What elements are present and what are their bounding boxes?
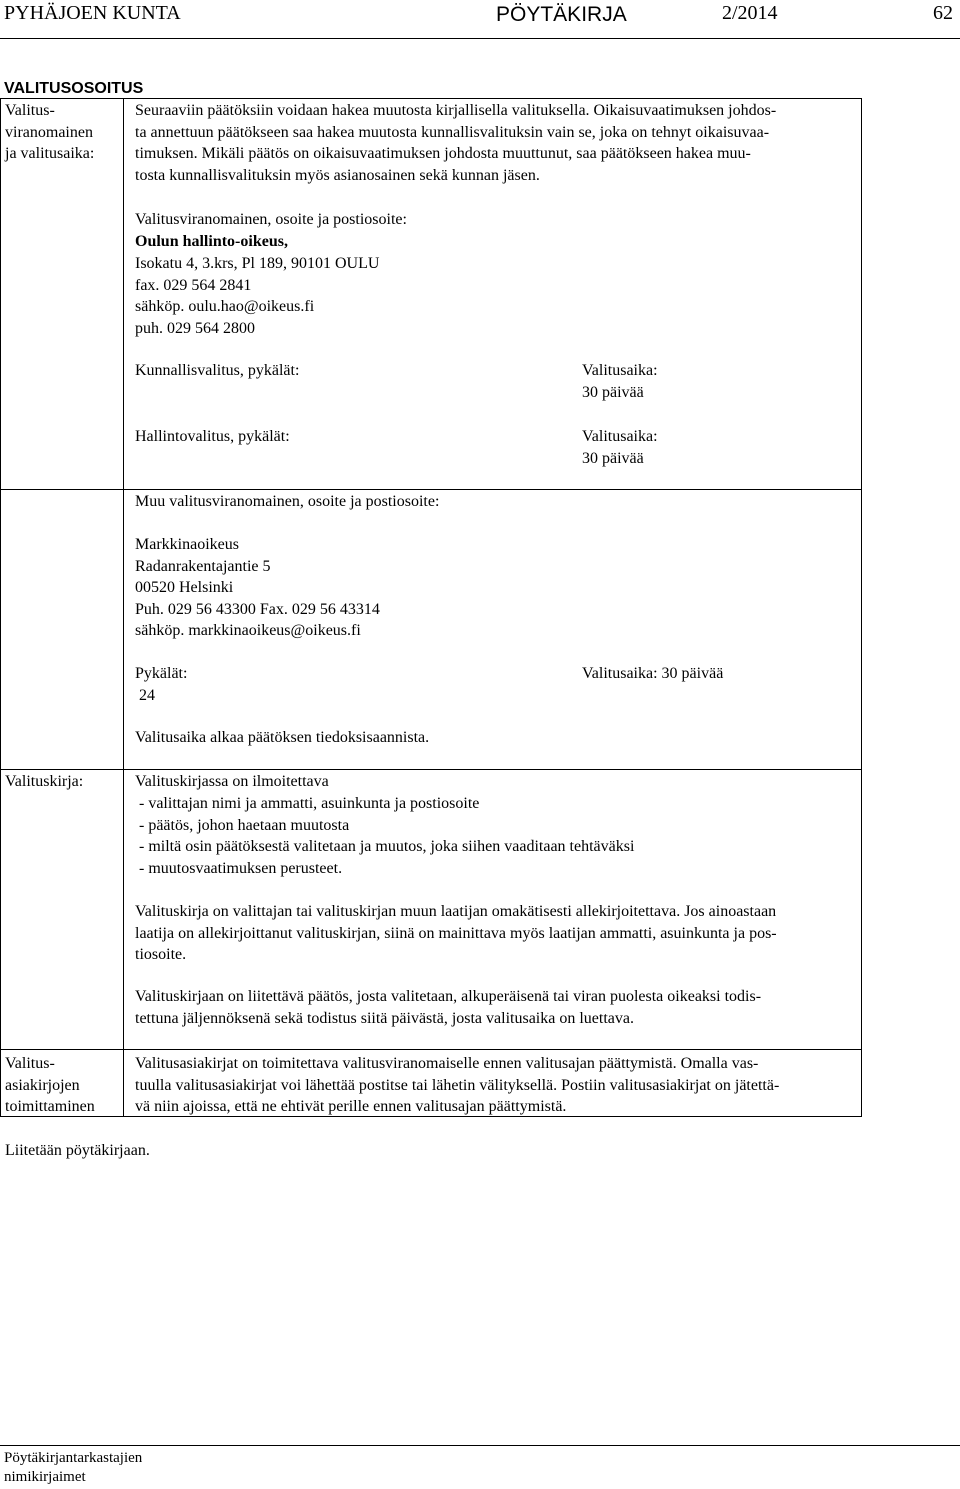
list-item: - muutosvaatimuksen perusteet. <box>139 859 343 877</box>
row-divider-1 <box>0 489 862 490</box>
page-title: VALITUSOSOITUS <box>4 80 144 97</box>
page-number: 62 <box>933 2 953 24</box>
authority-name: Oulun hallinto-oikeus, <box>135 233 288 250</box>
appeal-intro-paragraph: Seuraaviin päätöksiin voidaan hakea muutosta kirjallisella valituksella. Oikaisuvaatimuksen johdos- ta annettuun päätökseen saa hakea muutosta kunnallisvalituksin vain se, joka on tehnyt oikaisuvaa- timuksen. Mikäli päätös on oikaisuvaatimuksen johdosta muuttunut, saa päätökseen hakea muu- tosta kunnallisvalituksin myös asianosainen sekä kunnan jäsen. <box>135 102 777 184</box>
list-item: - päätös, johon haetaan muutosta <box>139 816 350 834</box>
appeal-letter-heading: Valituskirjassa on ilmoitettava <box>135 773 329 790</box>
footer-label: Pöytäkirjantarkastajien nimikirjaimet <box>4 1450 143 1485</box>
hallintovalitus-label: Hallintovalitus, pykälät: <box>135 428 290 445</box>
footer-rule <box>0 1445 960 1446</box>
header-rule <box>0 38 960 39</box>
sections-label: Pykälät: <box>135 665 188 682</box>
delivery-paragraph: Valitusasiakirjat on toimitettava valitusviranomaiselle ennen valitusajan päättymistä. Omalla vas- tuulla valitusasiakirjat voi lähettää postitse tai lähetin välityksellä. Postiin valitusasiakirjat on jätettä- vä niin ajoissa, että ne ehtivät perille ennen valitusajan päättymistä. <box>135 1055 780 1115</box>
issue-number: 2/2014 <box>722 2 778 24</box>
attachments-paragraph: Valituskirjaan on liitettävä päätös, josta valitetaan, alkuperäisenä tai viran puolesta oikeaksi todis- tettuna jäljennöksenä sekä todistus siitä päivästä, josta valitusaika on luettava. <box>135 988 762 1027</box>
section3-label: Valituskirja: <box>5 773 84 790</box>
authority-contact: Isokatu 4, 3.krs, Pl 189, 90101 OULU fax. 029 564 2841 sähköp. oulu.hao@oikeus.fi puh. 029 564 2800 <box>135 255 380 337</box>
market-court-contact: Markkinaoikeus Radanrakentajantie 5 00520 Helsinki Puh. 029 56 43300 Fax. 029 56 43314 sähköp. markkinaoikeus@oikeus.fi <box>135 536 380 639</box>
hallintovalitus-time: 30 päivää <box>582 450 644 467</box>
list-item: - valittajan nimi ja ammatti, asuinkunta ja postiosoite <box>139 795 480 812</box>
row-divider-3 <box>0 1049 862 1050</box>
table-top-border <box>0 98 862 99</box>
row-divider-2 <box>0 769 862 770</box>
section1-label: Valitus- viranomainen ja valitusaika: <box>5 102 95 162</box>
table-left-border <box>0 98 1 1117</box>
attachment-note: Liitetään pöytäkirjaan. <box>5 1142 150 1159</box>
signature-paragraph: Valituskirja on valittajan tai valituskirjan muun laatijan omakätisesti allekirjoitettava. Jos ainoastaan laatija on allekirjoittanut valituskirjan, siinä on mainittava myös laatijan ammatti, asuinkunta ja pos- tiosoite. <box>135 903 777 963</box>
list-item: - miltä osin päätöksestä valitetaan ja muutos, joka siihen vaaditaan tehtäväksi <box>139 838 635 855</box>
kunnallisvalitus-time: 30 päivää <box>582 384 644 401</box>
column-divider <box>123 98 124 1117</box>
authority-heading: Valitusviranomainen, osoite ja postiosoite: <box>135 211 407 228</box>
table-right-border <box>861 98 862 1117</box>
hallintovalitus-time-label: Valitusaika: <box>582 428 658 445</box>
appeal-letter-items <box>139 793 634 879</box>
municipality-name: PYHÄJOEN KUNTA <box>4 2 181 24</box>
kunnallisvalitus-time-label: Valitusaika: <box>582 362 658 379</box>
market-court-appeal-time: Valitusaika: 30 päivää <box>582 665 724 682</box>
section4-label: Valitus- asiakirjojen toimittaminen <box>5 1055 95 1115</box>
other-authority-heading: Muu valitusviranomainen, osoite ja postiosoite: <box>135 493 440 510</box>
kunnallisvalitus-label: Kunnallisvalitus, pykälät: <box>135 362 300 379</box>
document-type: PÖYTÄKIRJA <box>496 3 627 26</box>
sections-value: 24 <box>139 687 155 704</box>
appeal-start-note: Valitusaika alkaa päätöksen tiedoksisaannista. <box>135 729 430 746</box>
